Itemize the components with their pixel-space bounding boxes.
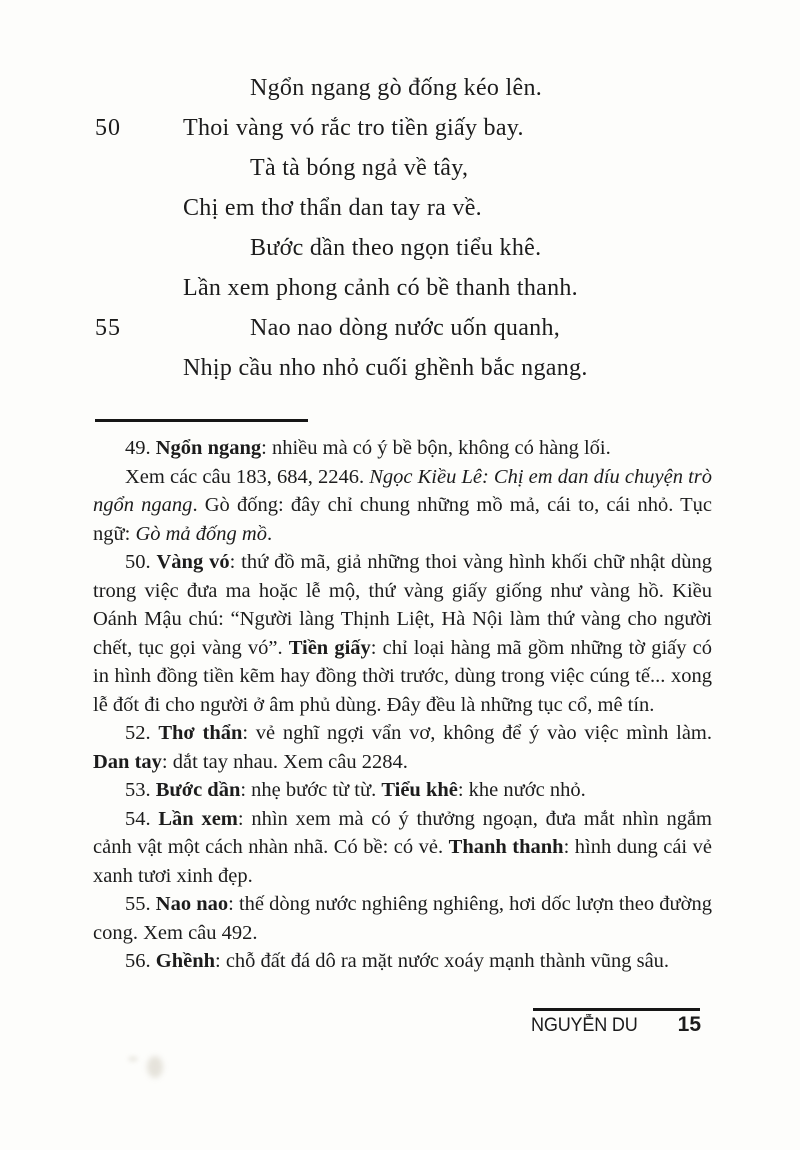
scan-smudge xyxy=(147,1056,163,1078)
poem-line xyxy=(183,268,588,308)
footnote-paragraph: 56. Ghềnh: chỗ đất đá dô ra mặt nước xoáy mạnh thành vũng sâu. xyxy=(125,950,670,972)
footer-rule xyxy=(533,1008,700,1011)
verse-text: Bước dần theo ngọn tiểu khê. xyxy=(250,235,542,261)
poem-line xyxy=(183,68,588,108)
footnotes-block xyxy=(93,434,712,976)
verse-text: Nhịp cầu nho nhỏ cuối ghềnh bắc ngang. xyxy=(183,355,588,381)
footnote-paragraph: 52. Thơ thẩn: vẻ nghĩ ngợi vẩn vơ, không để ý vào việc mình làm. Dan tay: dắt tay nhau. Xem câu 2284. xyxy=(93,722,712,773)
page-footer xyxy=(531,1013,701,1037)
verse-text: Lần xem phong cảnh có bề thanh thanh. xyxy=(183,275,578,301)
poem-line xyxy=(183,228,588,268)
verse-text: Ngổn ngang gò đống kéo lên. xyxy=(250,75,543,101)
verse-text: Thoi vàng vó rắc tro tiền giấy bay. xyxy=(183,115,524,141)
footnote-paragraph: 54. Lần xem: nhìn xem mà có ý thưởng ngoạn, đưa mắt nhìn ngắm cảnh vật một cách nhàn nhã. Có bề: có vẻ. Thanh thanh: hình dung cái vẻ xanh tươi xinh đẹp. xyxy=(93,807,713,887)
verse-text: Nao nao dòng nước uốn quanh, xyxy=(250,315,561,341)
poem-line xyxy=(183,348,588,388)
page-number: 15 xyxy=(677,1013,701,1036)
footnote-paragraph: 55. Nao nao: thế dòng nước nghiêng nghiêng, hơi dốc lượn theo đường cong. Xem câu 492. xyxy=(93,893,712,944)
verse-number: 55 xyxy=(95,315,121,341)
footnote-paragraph: 50. Vàng vó: thứ đồ mã, giả những thoi vàng hình khối chữ nhật dùng trong việc đưa ma hoặc lễ mộ, thứ vàng giấy giống như vàng hồ. Kiều Oánh Mậu chú: “Người làng Thịnh Liệt, Hà Nội làm thứ vàng cho người chết, tục gọi vàng vó”. Tiền giấy: chỉ loại hàng mã gồm những tờ giấy có in hình đồng tiền kẽm hay đồng thời trước, dùng trong việc cúng tế... xong lễ đốt đi cho người ở âm phủ dùng. Đây đều là những tục cổ, mê tín. xyxy=(93,551,712,716)
footnote-divider xyxy=(95,419,308,422)
poem-line xyxy=(95,308,588,348)
scan-smudge xyxy=(128,1056,138,1062)
verse-text: Tà tà bóng ngả về tây, xyxy=(250,155,469,181)
poem-line xyxy=(183,188,588,228)
verse-text: Chị em thơ thẩn dan tay ra về. xyxy=(183,195,482,221)
footnote-paragraph: 49. Ngổn ngang: nhiều mà có ý bề bộn, không có hàng lối. xyxy=(125,437,611,459)
author-name: NGUYỄN DU xyxy=(531,1015,638,1036)
poem-line xyxy=(95,108,588,148)
footnote-paragraph: Xem các câu 183, 684, 2246. Ngọc Kiều Lê: Chị em dan díu chuyện trò ngổn ngang. Gò đống: đây chỉ chung những mồ mả, cái to, cái nhỏ. Tục ngữ: Gò mả đống mồ. xyxy=(93,465,713,545)
poem-line xyxy=(183,148,588,188)
footnote-paragraph: 53. Bước dần: nhẹ bước từ từ. Tiểu khê: khe nước nhỏ. xyxy=(125,779,586,801)
poem-block xyxy=(95,68,588,388)
verse-number: 50 xyxy=(95,115,121,141)
